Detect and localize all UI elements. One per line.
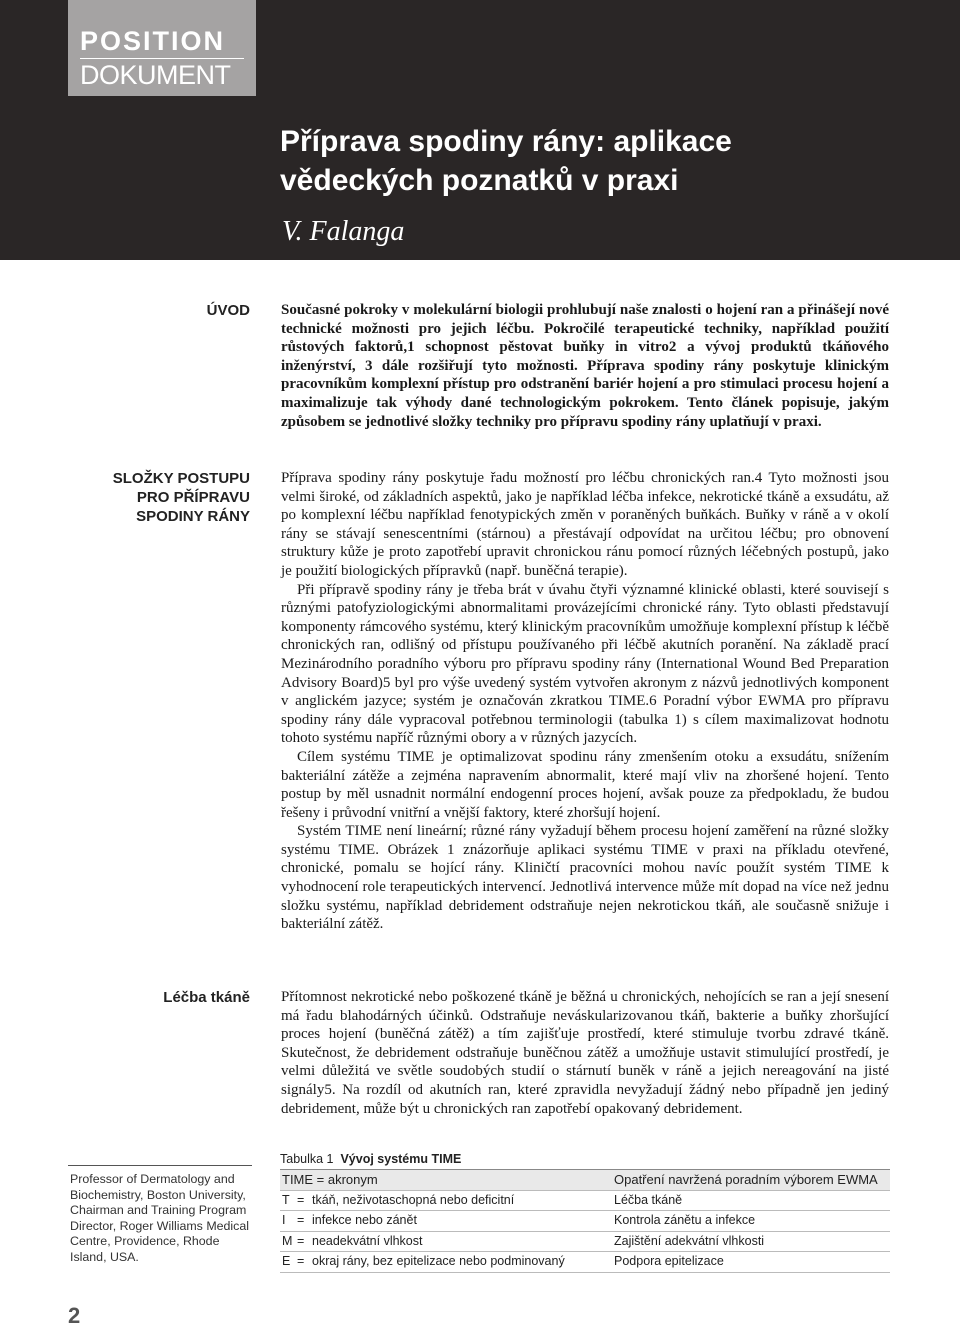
table-header-actions: Opatření navržená poradním výborem EWMA [614,1172,878,1187]
table-row-letter: I [282,1213,286,1227]
page-number: 2 [68,1303,81,1328]
abstract-text [281,301,889,431]
table-row-letter: E [282,1254,291,1268]
article-title [280,122,920,200]
table-row-description: okraj rány, bez epitelizace nebo podminovaný [312,1254,565,1268]
table-row-action: Podpora epitelizace [614,1254,724,1268]
table-row [280,1232,890,1253]
table-row-letter: T [282,1192,290,1207]
document-type-badge [68,0,256,96]
author-affiliation: Professor of Dermatology and Biochemistry, Boston University, Chairman and Training Program Director, Roger Williams Medical Centre, Providence, Rhode Island, USA. [70,1172,250,1264]
badge-line-position: POSITION [80,26,226,56]
table-row-letter: M [282,1233,293,1248]
table-row-action: Zajištění adekvátní vlhkosti [614,1233,765,1248]
section-heading-slozky [30,469,250,526]
table-row-action: Léčba tkáně [614,1192,683,1207]
badge-divider [80,58,244,59]
table-row-description: neadekvátní vlhkost [312,1233,423,1248]
lecba-paragraph: Přítomnost nekrotické nebo poškozené tkáně je běžná u chronických, nehojících se ran a její snesení má řadu blahodárných účinků. Odstraňuje neváskularizovanou tkáň, bakterie a buňky zhoršující proces hojení (buněčná zátěž) a tím zajišťuje prostředí, které stimuluje tvorbu zdravé tkáně. Skutečnost, že debridement odstraňuje buněčnou zátěž a umožňuje ustavit stimulující prostředí, je velmi důležitá ve světle soudobých studií o stárnutí buněk v ráně a jejich nereagování na jisté signály5. Na rozdíl od akutních ran, které zpravidla nevyžadují žádný nebo případně jen jediný debridement, může být u chronických ran zapotřebí opakovaný debridement. [281,989,889,1117]
table-caption-title: Vývoj systému TIME [340,1152,462,1166]
table-header-acronym: TIME = akronym [282,1172,378,1187]
table-caption [280,1150,890,1169]
body-column [281,469,889,934]
table-row-description: infekce nebo zánět [312,1213,417,1227]
table-row [280,1211,890,1232]
abstract-paragraph: Současné pokroky v molekulární biologii prohlubují naše znalosti o hojení ran a přinášejí nové technické možnosti pro jejich léčbu. Pokročilé terapeutické techniky, například použití růstových faktorů,1 schopnost pěstovat buňky in vitro2 a vývoj produktů tkáňového inženýrství, 3 dále rozšiřují tyto možnosti. Příprava spodiny rány poskytuje klinickým pracovníkům komplexní přístup pro odstranění bariér hojení a pro stimulaci procesu hojení a maximalizuje tak výhody dané technologickým pokrokem. Tento článek popisuje, jakým způsobem se jednotlivé složky techniky pro přípravu spodiny rány uplatňují v praxi. [281,302,889,430]
lecba-column [281,988,889,1118]
body-paragraph-1: Příprava spodiny rány poskytuje řadu možností pro léčbu chronických ran.4 Tyto možnosti jsou velmi široké, od základních aspektů, jako je například léčba infekce, nekrotické tkáně a exsudátu, až po komplexní léčbu například fenotypických změn v poraněných buňkách. Buňky v ráně a v okolí rány se stávají senescentními (stárnou) a přestávají odpovídat na určitou léčbu; pro obnovení struktury kůže je proto zapotřebí upravit chronickou ránu pomocí různých léčebných postupů, jako je použití biologických přípravků (např. buněčná terapie). [281,470,889,579]
section-heading-slozky-line-1: SLOŽKY POSTUPU [112,470,250,487]
section-heading-lecba: Léčba tkáně [163,989,250,1006]
table-row-equals: = [297,1192,305,1207]
section-heading-slozky-line-3: SPODINY RÁNY [136,508,250,525]
table-row-equals: = [297,1254,305,1268]
table-row-equals: = [297,1233,305,1248]
body-paragraph-2: Při přípravě spodiny rány je třeba brát v úvahu čtyři významné klinické oblasti, které souvisejí s různými patofyziologickými abnormalitami provázejícími chronické rány. Tyto oblasti představují komponenty rámcového systému, který klinickým pracovníkům umožňuje komplexní přístup k léčbě chronických ran, odlišný od přístupu používaného při léčbě akutních poranění. Na základě prací Mezinárodního poradního výboru pro přípravu spodiny rány (International Wound Bed Preparation Advisory Board)5 byl pro výše uvedený systém vytvořen akronym z názvů jednotlivých komponent v anglickém jazyce; systém je označován zkratkou TIME.6 Poradní výbor EWMA pro přípravu spodiny rány dále vypracoval potřebnou terminologii (tabulka 1) s cílem maximalizovat hodnotu tohoto systému napříč různými obory a v různých jazycích. [281,581,889,747]
author-name: V. Falanga [282,216,405,247]
table-time [280,1150,890,1273]
section-heading-slozky-line-2: PRO PŘÍPRAVU [136,489,250,506]
table-row [280,1252,890,1273]
body-paragraph-3: Cílem systému TIME je optimalizovat spodinu rány zmenšením otoku a exsudátu, snížením bakteriální zátěže a zejména napravením abnormalit, které mají vliv na zhoršené hojení. Tento postup by měl usnadnit normální endogenní proces hojení, avšak pouze za předpokladu, že budou řešeny i průvodní vnitřní a vnější faktory, které zhoršují hojení. [281,748,889,821]
section-heading-uvod: ÚVOD [206,302,250,319]
title-line-1: Příprava spodiny rány: aplikace [280,125,732,158]
title-line-2: vědeckých poznatků v praxi [280,164,679,197]
header-band [0,0,960,260]
table-row-action: Kontrola zánětu a infekce [614,1213,756,1227]
badge-line-dokument: DOKUMENT [80,60,231,90]
affiliation-divider [68,1165,252,1166]
table-row-equals: = [297,1213,305,1227]
table-row-description: tkáň, neživotaschopná nebo deficitní [312,1192,515,1207]
table-row [280,1191,890,1212]
table-caption-label: Tabulka 1 [280,1152,334,1166]
table-header-row [280,1169,890,1191]
body-paragraph-4: Systém TIME není lineární; různé rány vyžadují během procesu hojení zaměření na různé složky systému TIME. Obrázek 1 znázorňuje aplikaci systému TIME v praxi na příkladu otevřené, chronické, pomalu se hojící rány. Kliničtí pracovníci mohou navíc použít systém TIME k vyhodnocení role terapeutických intervencí. Jednotlivá intervence může mít dopad na více než jednu složku systému, například debridement odstraňuje nejen nekrotickou tkáň, ale současně snižuje i bakteriální zátěž. [281,823,889,933]
